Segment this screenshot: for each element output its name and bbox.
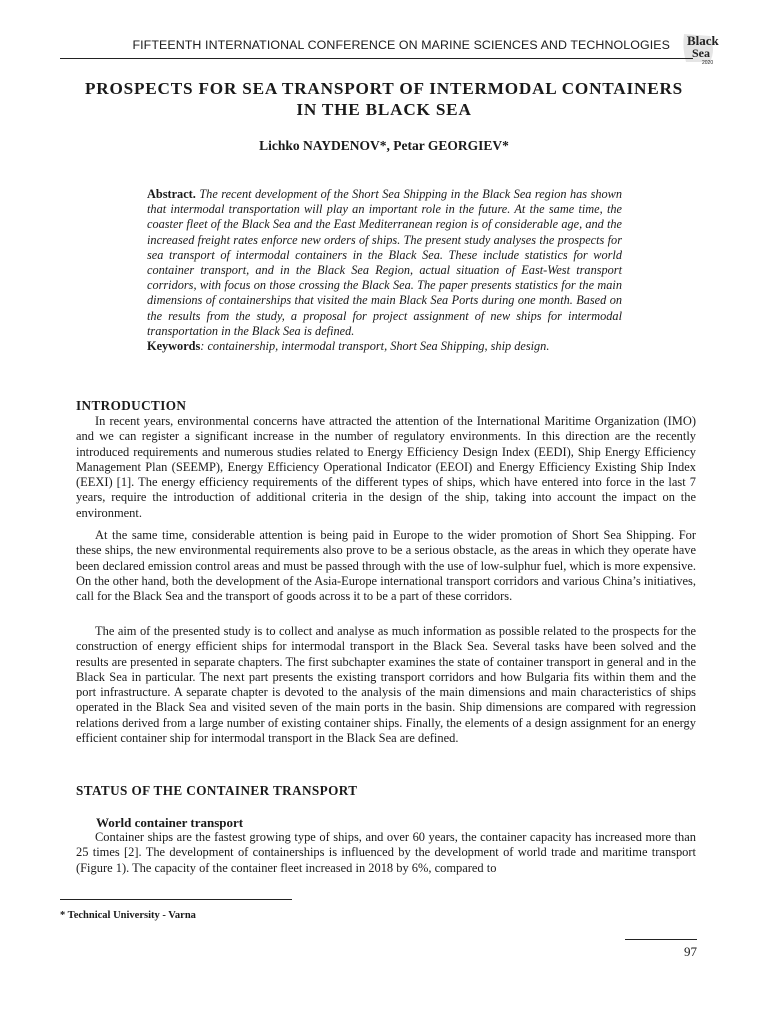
- header-rule: [60, 58, 693, 59]
- page-number: 97: [684, 944, 697, 959]
- introduction-heading: INTRODUCTION: [76, 398, 187, 413]
- intro-paragraph-3: The aim of the presented study is to collect and analyse as much information as possible related to the prospects for the construction of energy efficient ships for intermodal transport in the Black Sea. Several tasks have been solved and the results are presented in separate chapters. The first subchapter examines the state of container transport in general and in the Black Sea in particular. The next part presents the existing transport corridors and how Bulgaria fits within them and the port infrastructure. A separate chapter is devoted to the analysis of the main dimensions and main characteristics of ships operated in the Black Sea and visited seven of the main ports in the basin. Ship dimensions are compared with regression relations derived from a large number of existing container ships. Finally, the elements of a design assignment for an energy efficient container ship for intermodal transport in the Black Sea are defined.: [76, 624, 696, 746]
- paper-title: [60, 78, 708, 120]
- logo-year: 2020: [702, 60, 714, 66]
- intro-paragraph-1: In recent years, environmental concerns have attracted the attention of the International Maritime Organization (IMO) and we can register a significant increase in the number of regulatory environments. In this direction are the recently introduced requirements and numerous studies related to Energy Efficiency Design Index (EEDI), Ship Energy Efficiency Management Plan (SEEMP), Energy Efficiency Operational Indicator (EEOI) and Energy Efficiency Existing Ship Index (EEXI) [1]. The energy efficiency requirements of the different types of ships, which have entered into force in the last 7 years, require the introduction of additional criteria in the design of the ship, taking into account the impact on the environment.: [76, 414, 696, 520]
- running-header: FIFTEENTH INTERNATIONAL CONFERENCE ON MARINE SCIENCES AND TECHNOLOGIES: [132, 38, 670, 52]
- paper-title-line-2: IN THE BLACK SEA: [296, 100, 472, 119]
- keywords-line: [147, 339, 622, 354]
- paper-title-line-1: PROSPECTS FOR SEA TRANSPORT OF INTERMODAL CONTAINERS: [84, 79, 684, 98]
- paper-authors: Lichko NAYDENOV*, Petar GEORGIEV*: [259, 138, 509, 153]
- abstract-text: The recent development of the Short Sea Shipping in the Black Sea region has shown that intermodal transportation will play an important role in the future. At the same time, the coaster fleet of the Black Sea and the East Mediterranean region is of considerable age, and the increased freight rates enforce new orders of ships. The present study analyses the prospects for sea transport of intermodal containers in the Black Sea. These include statistics for world container transport, and in the Black Sea Region, actual situation of East-West transport corridors, with focus on those crossing the Black Sea. The paper presents statistics for the main dimensions of containerships that visited the main Black Sea Ports during one month. Based on the results from the study, a proposal for project assignment of new ships for intermodal transportation in the Black Sea is defined.: [147, 187, 623, 338]
- logo-text-sea: Sea: [692, 46, 710, 60]
- status-heading: STATUS OF THE CONTAINER TRANSPORT: [76, 783, 358, 798]
- keywords-text: : containership, intermodal transport, Short Sea Shipping, ship design.: [200, 339, 550, 354]
- logo-text-black: Black: [687, 33, 719, 48]
- intro-paragraph-2: At the same time, considerable attention is being paid in Europe to the wider promotion of Short Sea Shipping. For these ships, the new environmental requirements also prove to be a serious obstacle, as the areas in which they operate have been declared emission control areas and must be passed through with the use of low-sulphur fuel, which is more expensive. On the other hand, both the development of the Asia-Europe international transport corridors and various China’s initiatives, call for the Black Sea and the transport of goods across it to be a part of these corridors.: [76, 528, 696, 604]
- conference-logo: [680, 30, 720, 66]
- world-paragraph-1: Container ships are the fastest growing type of ships, and over 60 years, the container capacity has increased more than 25 times [2]. The development of containerships is influenced by the development of world trade and maritime transport (Figure 1). The capacity of the container fleet increased in 2018 by 6%, compared to: [76, 830, 696, 875]
- abstract-label: Abstract.: [147, 187, 196, 201]
- footnote-rule: [60, 899, 292, 900]
- footnote: * Technical University - Varna: [60, 910, 196, 921]
- keywords-label: Keywords: [147, 339, 201, 354]
- world-container-subheading: World container transport: [96, 815, 244, 830]
- abstract-block: [147, 187, 622, 354]
- page-number-rule: [625, 939, 697, 940]
